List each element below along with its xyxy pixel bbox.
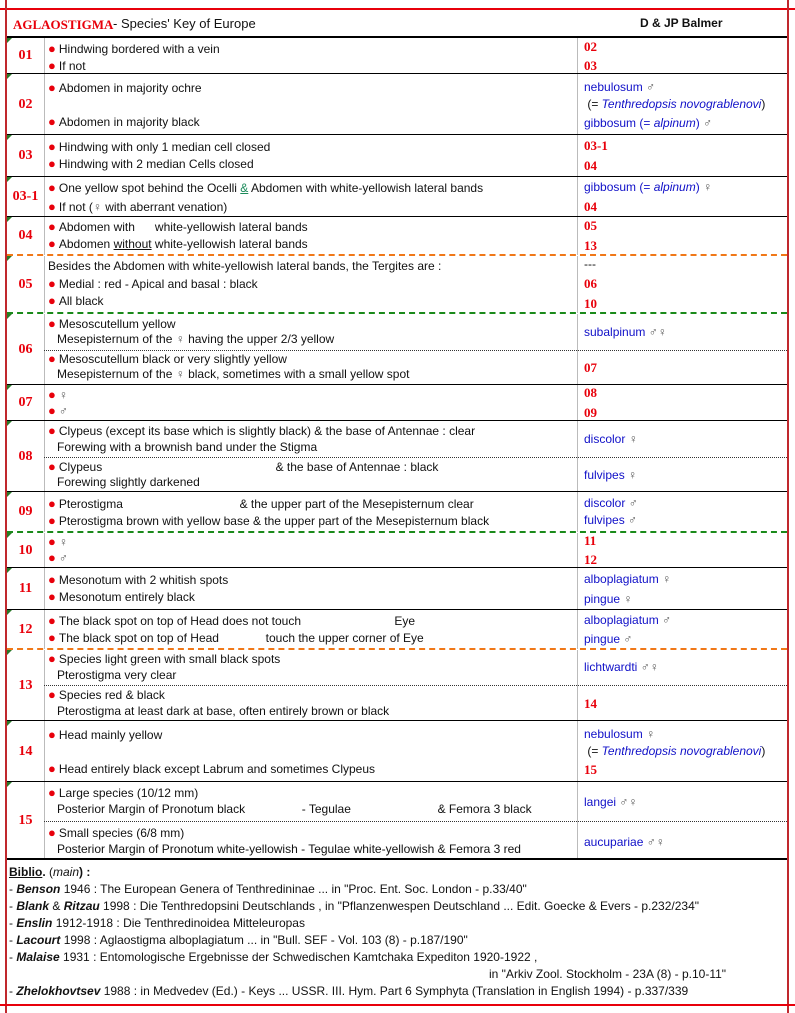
row-number: 02 [18, 96, 33, 112]
couplet-a [48, 496, 474, 512]
couplet-text: Abdomen in majority ochre [58, 81, 202, 95]
goto-link[interactable]: 10 [584, 296, 597, 311]
column-divider [44, 256, 45, 313]
key-row-13 [7, 650, 787, 721]
couplet-text: Mesoscutellum yellow [58, 317, 176, 331]
bullet-icon: ● [48, 550, 56, 565]
species-result[interactable] [584, 727, 655, 742]
couplet-b [48, 630, 424, 646]
couplet-text: Pterostigma & the upper part of the Mesepisternum clear [58, 497, 474, 511]
goto-link[interactable]: 13 [584, 238, 597, 253]
syn-close: ) [761, 744, 766, 758]
couplet-text: Mesonotum with 2 whitish spots [58, 573, 229, 587]
bullet-icon: ● [48, 687, 56, 702]
row-number: 01 [18, 48, 33, 63]
male-icon: ♂ [646, 835, 656, 849]
couplet-text: Hindwing with only 1 median cell closed [58, 140, 271, 154]
species-name[interactable]: nebulosum [584, 80, 643, 94]
couplet-b-detail: Pterostigma at least dark at base, often entirely brown or black [57, 704, 390, 718]
column-divider [44, 492, 45, 532]
key-row-14 [7, 721, 787, 782]
author: Zhelokhovtsev [16, 984, 101, 998]
bottom-red-rule [0, 1004, 795, 1006]
column-divider [44, 135, 45, 177]
couplet-a [48, 316, 176, 332]
couplet-b-detail [57, 367, 409, 382]
couplet-text: Mesonotum entirely black [58, 590, 195, 604]
row-number: 14 [18, 743, 33, 759]
couplet-text: Medial : red - Apical and basal : black [58, 277, 258, 291]
row-number: 08 [18, 448, 33, 464]
female-icon: ♀ [175, 367, 185, 381]
syn-close: ) [761, 97, 766, 111]
bullet-icon: ● [48, 727, 56, 742]
biblio-entry [9, 983, 688, 1000]
species-result[interactable] [584, 835, 665, 850]
couplet-a-detail: Pterostigma very clear [57, 668, 177, 682]
key-row-10 [7, 533, 787, 568]
species-result[interactable] [584, 572, 671, 587]
author: Benson [16, 882, 61, 896]
couplet-a [48, 219, 308, 235]
species-name[interactable]: pingue [584, 592, 621, 606]
row-number: 03-1 [12, 189, 39, 204]
female-icon: ♀ [649, 660, 659, 674]
bullet-icon: ● [48, 613, 56, 628]
column-divider [577, 74, 578, 135]
dash: - [9, 933, 17, 947]
dash: - [9, 882, 17, 896]
column-divider [44, 74, 45, 135]
species-result[interactable] [584, 795, 637, 810]
female-icon: ♀ [58, 388, 68, 402]
bullet-icon: ● [48, 572, 56, 587]
key-row-12 [7, 610, 787, 649]
page-header [7, 9, 787, 37]
bullet-icon: ● [48, 316, 56, 331]
couplet-text: Species red & black [58, 688, 165, 702]
reference-text: 1998 : Die Tenthredopsini Deutschlands , in "Pflanzenwespen Deutschland ... Edit. Goecke & Evers - p.232/234" [99, 899, 700, 913]
couplet-text: with aberrant venation) [101, 200, 228, 214]
page-subtitle: - Species' Key of Europe [113, 16, 256, 31]
bullet-icon: ● [48, 156, 56, 171]
bullet-icon: ● [48, 219, 56, 234]
reference-text: 1988 : in Medvedev (Ed.) - Keys ... USSR. III. Hym. Part 6 Symphyta (Translation in English 1994) - p.337/339 [100, 984, 689, 998]
biblio-entry [9, 881, 527, 898]
key-row-02 [7, 74, 787, 135]
bullet-icon: ● [48, 114, 56, 129]
dash: - [9, 899, 17, 913]
species-result[interactable] [584, 180, 712, 195]
couplet-separator [44, 821, 787, 822]
species-synonym [584, 744, 765, 759]
couplet-a-detail [57, 332, 334, 347]
syn-close: ) [695, 116, 700, 130]
couplet-b [48, 687, 165, 703]
female-icon: ♀ [655, 835, 665, 849]
ampersand: & [240, 181, 249, 195]
biblio-entry [9, 898, 699, 915]
male-icon: ♂ [628, 513, 638, 527]
column-divider [44, 385, 45, 421]
author: Lacourt [16, 933, 61, 947]
dash: - [9, 916, 17, 930]
female-icon: ♀ [703, 180, 713, 194]
species-result[interactable] [584, 660, 659, 675]
couplet-a [48, 139, 270, 155]
column-divider [577, 568, 578, 610]
couplet-text: having the upper 2/3 yellow [184, 332, 335, 346]
couplet-b [48, 761, 375, 777]
key-row-03 [7, 135, 787, 177]
bullet-icon: ● [48, 199, 56, 214]
couplet-b [48, 403, 68, 419]
biblio-entry-continuation: in "Arkiv Zool. Stockholm - 23A (8) - p.10-11" [489, 967, 727, 981]
couplet-a [48, 651, 280, 667]
couplet-separator [44, 685, 787, 686]
biblio-heading [9, 864, 90, 881]
bullet-icon: ● [48, 387, 56, 402]
couplet-text: Abdomen with white-yellowish lateral bands [248, 181, 484, 195]
key-row-11 [7, 568, 787, 610]
column-divider [44, 38, 45, 74]
row-number: 05 [18, 276, 33, 292]
authors: D & JP Balmer [640, 16, 723, 30]
couplet-b-detail: Forewing slightly darkened [57, 475, 200, 489]
species-result[interactable] [584, 613, 671, 628]
species-result[interactable] [584, 325, 667, 340]
male-icon: ♂ [628, 496, 638, 510]
key-row-07 [7, 385, 787, 421]
couplet-text: Large species (10/12 mm) [58, 786, 199, 800]
couplet-a [48, 80, 202, 96]
couplet-text: white-yellowish lateral bands [151, 237, 308, 251]
couplet-text: If not ( [58, 200, 93, 214]
bullet-icon: ● [48, 80, 56, 95]
row-number: 06 [18, 341, 33, 357]
couplet-a [48, 534, 68, 550]
key-row-03-1 [7, 177, 787, 217]
female-icon: ♀ [628, 468, 638, 482]
species-synonym [584, 97, 765, 112]
male-icon: ♂ [623, 632, 633, 646]
row-number: 13 [18, 677, 33, 693]
species-result[interactable] [584, 116, 712, 131]
goto-link[interactable]: 14 [584, 696, 597, 711]
row-number: 11 [18, 581, 33, 596]
row-number: 09 [18, 504, 33, 519]
couplet-b [48, 513, 489, 529]
couplet-a [48, 387, 68, 403]
couplet-text: Pterostigma brown with yellow base & the upper part of the Mesepisternum black [58, 514, 490, 528]
couplet-intro: Besides the Abdomen with white-yellowish lateral bands, the Tergites are : [48, 259, 442, 273]
syn-open: (= [584, 744, 602, 758]
goto-link[interactable]: 07 [584, 360, 597, 375]
couplet-b [48, 293, 104, 309]
row-number: 12 [18, 621, 33, 637]
dash: - [9, 984, 17, 998]
bullet-icon: ● [48, 41, 56, 56]
couplet-separator [44, 457, 787, 458]
row-number: 10 [18, 542, 33, 558]
couplet-text: The black spot on top of Head touch the upper corner of Eye [58, 631, 424, 645]
biblio-entry [9, 915, 305, 932]
species-name[interactable]: lichtwardti [584, 660, 638, 674]
couplet-a [48, 613, 415, 629]
reference-text: 1912-1918 : Die Tenthredinoidea Mitteleuropas [52, 916, 305, 930]
goto-link[interactable]: 04 [584, 158, 597, 173]
couplet-text: The black spot on top of Head does not touch Eye [58, 614, 416, 628]
couplet-a-detail: Forewing with a brownish band under the Stigma [57, 440, 318, 454]
species-name[interactable]: subalpinum [584, 325, 646, 339]
column-divider [577, 721, 578, 782]
couplet-text: Abdomen [58, 237, 114, 251]
couplet-a [48, 276, 258, 292]
couplet-text: Abdomen in majority black [58, 115, 200, 129]
column-divider [577, 610, 578, 649]
female-icon: ♀ [58, 535, 68, 549]
bullet-icon: ● [48, 825, 56, 840]
bullet-icon: ● [48, 761, 56, 776]
column-divider [44, 533, 45, 568]
couplet-b [48, 156, 254, 172]
couplet-b [48, 589, 195, 605]
male-icon: ♂ [640, 660, 650, 674]
bullet-icon: ● [48, 180, 56, 195]
bullet-icon: ● [48, 630, 56, 645]
syn-close: ) [695, 180, 700, 194]
species-name[interactable]: alboplagiatum [584, 572, 659, 586]
goto-link[interactable]: 03 [584, 58, 597, 73]
key-row-04 [7, 217, 787, 255]
column-divider [577, 135, 578, 177]
column-divider [577, 177, 578, 217]
goto-link[interactable]: 05 [584, 218, 597, 233]
reference-text: 1931 : Entomologische Ergebnisse der Schwedischen Kamtchaka Expediton 1920-1922 , [59, 950, 538, 964]
bullet-icon: ● [48, 276, 56, 291]
right-red-rule [787, 0, 789, 1013]
couplet-text: Clypeus & the base of Antennae : black [58, 460, 439, 474]
bullet-icon: ● [48, 534, 56, 549]
species-result[interactable] [584, 632, 632, 647]
couplet-b-detail: Posterior Margin of Pronotum white-yellowish - Tegulae white-yellowish & Femora 3 red [57, 842, 521, 856]
female-icon: ♀ [628, 432, 638, 446]
bullet-icon: ● [48, 651, 56, 666]
goto-link[interactable]: 06 [584, 276, 597, 291]
couplet-text: All black [58, 294, 104, 308]
couplet-b [48, 825, 184, 841]
key-row-08 [7, 421, 787, 492]
couplet-a [48, 572, 228, 588]
bullet-icon: ● [48, 403, 56, 418]
placeholder-dash: --- [584, 257, 596, 271]
goto-link[interactable]: 03-1 [584, 138, 608, 153]
bullet-icon: ● [48, 496, 56, 511]
synonym-name: alpinum [653, 180, 696, 194]
species-name[interactable]: aucupariae [584, 835, 644, 849]
ampersand: & [49, 899, 64, 913]
female-icon: ♀ [657, 325, 667, 339]
paren-close: ) : [79, 865, 91, 879]
author: Blank [16, 899, 50, 913]
couplet-a [48, 41, 220, 57]
column-divider [577, 385, 578, 421]
couplet-text: Abdomen with white-yellowish lateral bands [58, 220, 308, 234]
species-name[interactable]: discolor [584, 432, 626, 446]
syn-open: (= [584, 97, 602, 111]
bullet-icon: ● [48, 139, 56, 154]
couplet-text: Head entirely black except Labrum and sometimes Clypeus [58, 762, 376, 776]
biblio-main: main [53, 865, 80, 879]
author: Enslin [16, 916, 53, 930]
species-name[interactable]: gibbosum (= [584, 116, 654, 130]
female-icon: ♀ [628, 795, 638, 809]
couplet-text: Hindwing bordered with a vein [58, 42, 220, 56]
goto-link[interactable]: 15 [584, 762, 597, 777]
female-icon: ♀ [662, 572, 672, 586]
author: Ritzau [63, 899, 100, 913]
couplet-b [48, 199, 227, 215]
bullet-icon: ● [48, 236, 56, 251]
synonym-name: Tenthredopsis novograblenovi [601, 744, 762, 758]
species-name[interactable]: alboplagiatum [584, 613, 659, 627]
key-row-09 [7, 492, 787, 532]
key-row-15 [7, 782, 787, 860]
key-row-05 [7, 256, 787, 313]
bullet-icon: ● [48, 513, 56, 528]
bullet-icon: ● [48, 293, 56, 308]
bullet-icon: ● [48, 423, 56, 438]
species-name[interactable]: langei [584, 795, 617, 809]
column-divider [577, 38, 578, 74]
male-icon: ♂ [662, 613, 672, 627]
couplet-text-underlined: without [113, 237, 152, 251]
row-number: 03 [18, 148, 33, 163]
couplet-text: Mesoscutellum black or very slightly yellow [58, 352, 287, 366]
row-number: 04 [18, 228, 33, 243]
synonym-name: alpinum [653, 116, 696, 130]
couplet-text: Head mainly yellow [58, 728, 163, 742]
male-icon: ♂ [58, 551, 68, 565]
species-name[interactable]: gibbosum (= [584, 180, 654, 194]
species-result[interactable] [584, 80, 655, 95]
goto-link[interactable]: 12 [584, 552, 597, 567]
column-divider [44, 610, 45, 649]
goto-link[interactable]: 11 [584, 533, 597, 548]
female-icon: ♀ [623, 592, 633, 606]
couplet-a [48, 180, 483, 196]
goto-link[interactable]: 02 [584, 39, 597, 54]
male-icon: ♂ [703, 116, 713, 130]
male-icon: ♂ [58, 404, 68, 418]
couplet-text: Hindwing with 2 median Cells closed [58, 157, 254, 171]
bullet-icon: ● [48, 58, 56, 73]
species-name[interactable]: pingue [584, 632, 621, 646]
couplet-a [48, 423, 475, 439]
column-divider [44, 568, 45, 610]
couplet-text: Mesepisternum of the [57, 332, 176, 346]
species-result[interactable] [584, 496, 638, 511]
couplet-text: One yellow spot behind the Ocelli [58, 181, 241, 195]
row-number: 07 [18, 395, 33, 410]
male-icon: ♂ [619, 795, 629, 809]
key-row-01 [7, 38, 787, 74]
bullet-icon: ● [48, 459, 56, 474]
bullet-icon: ● [48, 351, 56, 366]
female-icon: ♀ [646, 727, 656, 741]
female-icon: ♀ [92, 200, 102, 214]
couplet-b [48, 58, 86, 74]
column-divider [44, 217, 45, 255]
species-name[interactable]: fulvipes [584, 468, 625, 482]
species-result[interactable] [584, 513, 637, 528]
couplet-text: black, sometimes with a small yellow spot [184, 367, 410, 381]
couplet-text: Mesepisternum of the [57, 367, 176, 381]
couplet-b [48, 459, 438, 475]
goto-link[interactable]: 08 [584, 385, 597, 400]
couplet-text: If not [58, 59, 86, 73]
female-icon: ♀ [175, 332, 185, 346]
couplet-text: Species light green with small black spots [58, 652, 281, 666]
species-result[interactable] [584, 592, 632, 607]
couplet-text: Clypeus (except its base which is slightly black) & the base of Antennae : clear [58, 424, 476, 438]
goto-link[interactable]: 04 [584, 199, 597, 214]
couplet-b [48, 550, 68, 566]
bullet-icon: ● [48, 589, 56, 604]
couplet-a [48, 727, 162, 743]
reference-text: 1998 : Aglaostigma alboplagiatum ... in "Bull. SEF - Vol. 103 (8) - p.187/190" [60, 933, 468, 947]
column-divider [577, 492, 578, 532]
row-divider [7, 858, 787, 860]
male-icon: ♂ [648, 325, 658, 339]
couplet-text: Small species (6/8 mm) [58, 826, 185, 840]
couplet-b [48, 114, 200, 130]
paren-open: ( [45, 865, 54, 879]
dash: - [9, 950, 17, 964]
genus-title: AGLAOSTIGMA [13, 17, 114, 32]
species-result[interactable] [584, 432, 638, 447]
biblio-title: Biblio [9, 865, 43, 879]
species-name[interactable]: fulvipes [584, 513, 625, 527]
column-divider [44, 177, 45, 217]
couplet-b [48, 351, 287, 367]
male-icon: ♂ [646, 80, 656, 94]
key-row-06 [7, 314, 787, 385]
column-divider [577, 533, 578, 568]
biblio-entry [9, 949, 537, 966]
couplet-b [48, 236, 308, 252]
column-divider [577, 256, 578, 313]
biblio-entry [9, 932, 468, 949]
goto-link[interactable]: 09 [584, 405, 597, 420]
synonym-name: Tenthredopsis novograblenovi [601, 97, 762, 111]
biblio-dot: . [42, 865, 46, 879]
column-divider [577, 217, 578, 255]
author: Malaise [16, 950, 60, 964]
row-number: 15 [18, 813, 33, 828]
couplet-a-detail: Posterior Margin of Pronotum black - Tegulae & Femora 3 black [57, 802, 532, 816]
species-name[interactable]: nebulosum [584, 727, 643, 741]
reference-text: 1946 : The European Genera of Tenthredininae ... in "Proc. Ent. Soc. London - p.33/40" [60, 882, 527, 896]
bullet-icon: ● [48, 785, 56, 800]
species-name[interactable]: discolor [584, 496, 626, 510]
column-divider [44, 721, 45, 782]
couplet-a [48, 785, 198, 801]
species-result[interactable] [584, 468, 637, 483]
